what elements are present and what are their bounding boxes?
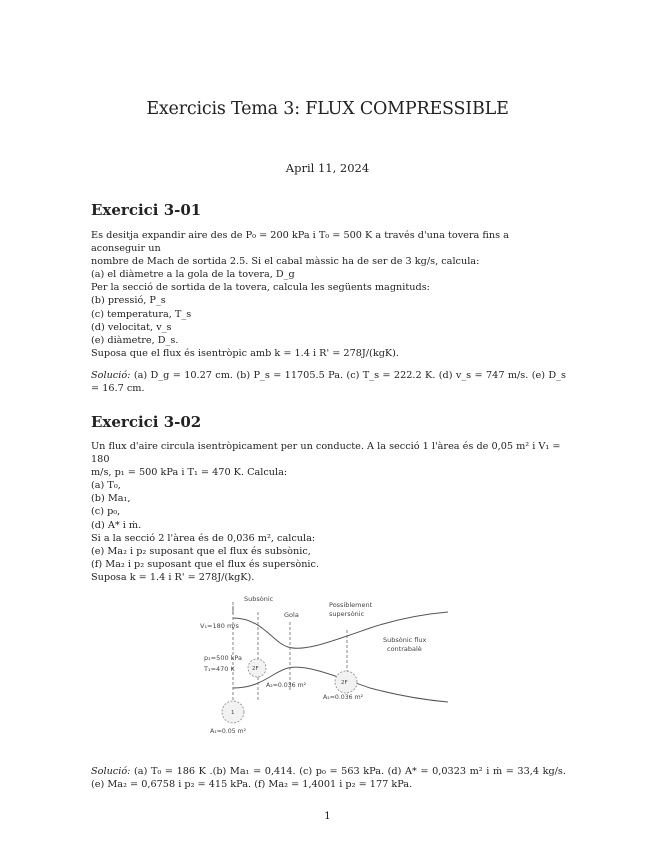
label-p1: p₁=500 kPa: [204, 654, 243, 662]
label-possibly: Possiblement: [329, 601, 373, 609]
statement-line: (b) pressió, P_s: [91, 295, 166, 307]
statement-line: (a) el diàmetre a la gola de la tovera, D_g: [91, 269, 295, 281]
statement-line: (d) velocitat, v_s: [91, 321, 172, 333]
label-a2-supersonic: A₂=0.036 m²: [323, 694, 364, 701]
statement-line: Es desitja expandir aire des de P₀ = 200 kPa i T₀ = 500 K a través d'una tovera fins a aconseguir un: [91, 230, 509, 255]
exercise-1-statement: [91, 229, 566, 360]
solution-label: Solució:: [91, 766, 131, 777]
statement-line: nombre de Mach de sortida 2.5. Si el cabal màssic ha de ser de 3 kg/s, calcula:: [91, 256, 480, 268]
label-v1: V₁=180 m/s: [200, 622, 239, 630]
exercise-2-solution: [91, 765, 566, 791]
exercise-2-heading: Exercici 3-02: [91, 413, 202, 431]
label-subsonic: Subsònic: [244, 595, 274, 603]
statement-line: Suposa k = 1.4 i R' = 278J/(kgK).: [91, 571, 255, 583]
exercise-1-solution: [91, 369, 566, 395]
label-subsonic-flow: Subsònic flux: [383, 636, 427, 644]
exercise-1-heading: Exercici 3-01: [91, 201, 202, 219]
statement-line: Per la secció de sortida de la tovera, calcula les següents magnituds:: [91, 282, 430, 294]
statement-line: (c) p₀,: [91, 506, 121, 518]
marker-3-text: 2F: [341, 680, 348, 686]
label-throat: Gola: [284, 611, 299, 619]
nozzle-figure: [200, 592, 450, 737]
marker-1-text: 1: [231, 710, 235, 716]
document-title: Exercicis Tema 3: FLUX COMPRESSIBLE: [146, 99, 509, 119]
statement-line: (f) Ma₂ i p₂ suposant que el flux és supersònic.: [91, 558, 320, 570]
statement-line: (b) Ma₁,: [91, 493, 131, 505]
statement-line: Suposa que el flux és isentròpic amb k = 1.4 i R' = 278J/(kgK).: [91, 347, 399, 359]
page-number: 1: [324, 810, 331, 822]
statement-line: (a) T₀,: [91, 480, 121, 492]
solution-label: Solució:: [91, 370, 131, 381]
label-t1: T₁=470 K: [204, 665, 235, 673]
label-a2: A₂=0.036 m²: [266, 682, 307, 689]
label-a1: A₁=0.05 m²: [210, 728, 247, 735]
statement-line: (d) A* i ṁ.: [91, 519, 142, 531]
statement-line: (c) temperatura, T_s: [91, 308, 192, 320]
solution-text: (a) T₀ = 186 K .(b) Ma₁ = 0,414. (c) p₀ = 563 kPa. (d) A* = 0,0323 m² i ṁ = 33,4 kg/s. (e) Ma₂ = 0,6758 i p₂ = 415 kPa. (f) Ma₂ = 1,4001 i p₂ = 177 kPa.: [91, 766, 566, 791]
exercise-2-statement: [91, 440, 566, 584]
statement-line: Un flux d'aire circula isentròpicament per un conducte. A la secció 1 l'àrea és de 0,05 m² i V₁ = 180: [91, 441, 561, 466]
statement-line: (e) Ma₂ i p₂ suposant que el flux és subsònic,: [91, 545, 311, 557]
statement-line: Si a la secció 2 l'àrea és de 0,036 m², calcula:: [91, 532, 316, 544]
label-subsonic-flow-2: contrabalè: [387, 645, 422, 653]
statement-line: m/s, p₁ = 500 kPa i T₁ = 470 K. Calcula:: [91, 467, 288, 479]
label-supersonic: supersònic: [329, 610, 365, 618]
solution-text: (a) D_g = 10.27 cm. (b) P_s = 11705.5 Pa. (c) T_s = 222.2 K. (d) v_s = 747 m/s. (e) D_s = 16.7 cm.: [91, 370, 566, 395]
marker-2-text: 2F: [252, 666, 259, 672]
document-date: April 11, 2024: [285, 161, 370, 175]
statement-line: (e) diàmetre, D_s.: [91, 334, 179, 346]
